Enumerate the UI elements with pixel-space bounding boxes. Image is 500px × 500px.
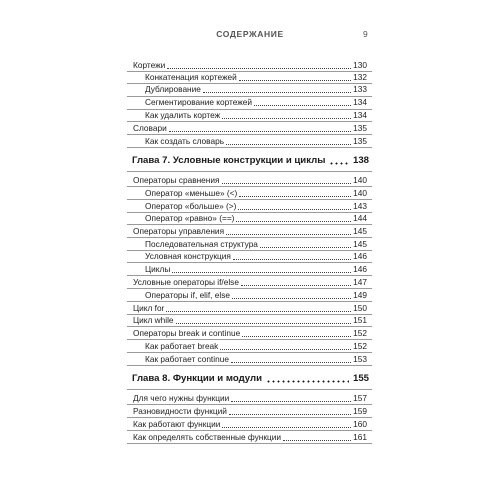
toc-entry-page: 150 <box>353 303 367 313</box>
chapter-page: 155 <box>352 373 369 384</box>
toc-entry-how-break-works[interactable] <box>145 340 367 352</box>
toc-entry-page: 144 <box>353 213 367 223</box>
dot-leader <box>226 225 351 235</box>
toc-entry-title: Как работает continue <box>145 354 229 364</box>
toc-entry-page: 160 <box>353 419 367 429</box>
toc-entry-title: Цикл for <box>133 303 165 313</box>
toc-entry-title: Операторы сравнения <box>133 175 220 185</box>
toc-entry-if-else[interactable] <box>133 276 367 288</box>
toc-entry-page: 146 <box>353 251 367 261</box>
toc-entry-title: Условные операторы if/else <box>133 277 239 287</box>
toc-entry-for-loop[interactable] <box>133 302 367 314</box>
dot-leader <box>172 263 351 273</box>
toc-entry-page: 132 <box>353 72 367 82</box>
toc-entry-page: 152 <box>353 328 367 338</box>
toc-entry-page: 152 <box>353 341 367 351</box>
toc-entry-title: Оператор «меньше» (<) <box>145 188 238 198</box>
dot-leader <box>239 71 351 81</box>
toc-entry-page: 134 <box>353 97 367 107</box>
toc-entry-if-elif-else[interactable] <box>145 289 367 301</box>
toc-chapter-8[interactable] <box>132 372 369 386</box>
toc-entry-page: 146 <box>353 264 367 274</box>
dot-leader <box>226 135 351 145</box>
chapter-title: Глава 7. Условные конструкции и циклы <box>132 155 326 166</box>
dot-leader <box>238 200 351 210</box>
toc-entry-page: 153 <box>353 354 367 364</box>
dot-leader <box>233 250 351 260</box>
toc-entry-page: 161 <box>353 432 367 442</box>
toc-entry-page: 140 <box>353 188 367 198</box>
toc-entry-greater-than[interactable] <box>145 200 367 212</box>
toc-entry-loops[interactable] <box>145 263 367 275</box>
dot-leader <box>242 327 351 337</box>
dot-leader <box>222 418 351 428</box>
toc-chapter-7[interactable] <box>132 154 369 168</box>
toc-entry-delete-tuple[interactable] <box>145 109 367 121</box>
chapter-page: 138 <box>352 155 369 166</box>
toc-entry-tuples[interactable] <box>133 59 367 71</box>
toc-entry-create-dictionary[interactable] <box>145 135 367 147</box>
toc-entry-title: Условная конструкция <box>145 251 231 261</box>
row-divider <box>127 147 372 148</box>
toc-entry-page: 145 <box>353 239 367 249</box>
toc-entry-duplication[interactable] <box>145 83 367 95</box>
dot-leader <box>231 353 351 363</box>
toc-entry-control-operators[interactable] <box>133 225 367 237</box>
toc-entry-page: 145 <box>353 226 367 236</box>
dot-leader <box>266 375 349 383</box>
toc-entry-page: 130 <box>353 60 367 70</box>
dot-leader <box>283 431 351 441</box>
toc-entry-page: 149 <box>353 290 367 300</box>
toc-entry-equals[interactable] <box>145 212 367 224</box>
toc-entry-title: Оператор «равно» (==) <box>145 213 235 223</box>
toc-entry-break-continue[interactable] <box>133 327 367 339</box>
toc-entry-title: Конкатенация кортежей <box>145 72 237 82</box>
dot-leader <box>166 302 351 312</box>
chapter-title: Глава 8. Функции и модули <box>132 373 262 384</box>
dot-leader <box>220 340 351 350</box>
dot-leader <box>229 405 351 415</box>
toc-entry-tuple-slicing[interactable] <box>145 96 367 108</box>
toc-entry-title: Дублирование <box>145 84 201 94</box>
toc-entry-page: 135 <box>353 123 367 133</box>
dot-leader <box>222 109 351 119</box>
toc-entry-page: 147 <box>353 277 367 287</box>
toc-entry-dictionaries[interactable] <box>133 122 367 134</box>
row-divider <box>127 365 372 366</box>
toc-entry-why-functions[interactable] <box>133 392 367 404</box>
row-divider <box>127 389 372 390</box>
toc-entry-function-kinds[interactable] <box>133 405 367 417</box>
toc-entry-comparison-operators[interactable] <box>133 174 367 186</box>
toc-entry-title: Как определять собственные функции <box>133 432 282 442</box>
toc-entry-title: Оператор «больше» (>) <box>145 201 237 211</box>
toc-entry-page: 133 <box>353 84 367 94</box>
toc-entry-while-loop[interactable] <box>133 314 367 326</box>
toc-entry-title: Последовательная структура <box>145 239 258 249</box>
toc-entry-tuple-concatenation[interactable] <box>145 71 367 83</box>
toc-entry-title: Операторы управления <box>133 226 225 236</box>
toc-entry-how-functions-work[interactable] <box>133 418 367 430</box>
toc-entry-title: Разновидности функций <box>133 406 227 416</box>
toc-entry-how-continue-works[interactable] <box>145 353 367 365</box>
toc-entry-conditional-construct[interactable] <box>145 250 367 262</box>
dot-leader <box>203 83 351 93</box>
toc-entry-page: 135 <box>353 136 367 146</box>
running-header-title: СОДЕРЖАНИЕ <box>216 29 284 39</box>
toc-entry-title: Как удалить кортеж <box>145 110 221 120</box>
toc-entry-page: 159 <box>353 406 367 416</box>
dot-leader <box>169 122 351 132</box>
row-divider <box>127 171 372 172</box>
dot-leader <box>254 96 351 106</box>
dot-leader <box>176 314 352 324</box>
dot-leader <box>167 59 351 69</box>
toc-entry-title: Как работает break <box>145 341 219 351</box>
toc-entry-sequential-structure[interactable] <box>145 238 367 250</box>
dot-leader <box>222 174 352 184</box>
toc-entry-title: Кортежи <box>133 60 166 70</box>
toc-entry-page: 134 <box>353 110 367 120</box>
toc-entry-page: 140 <box>353 175 367 185</box>
row-divider <box>127 443 372 444</box>
dot-leader <box>239 187 351 197</box>
page-number: 9 <box>363 29 368 39</box>
toc-entry-define-functions[interactable] <box>133 431 367 443</box>
dot-leader <box>329 157 349 165</box>
toc-entry-title: Для чего нужны функции <box>133 393 230 403</box>
toc-entry-title: Цикл while <box>133 315 174 325</box>
toc-entry-page: 157 <box>353 393 367 403</box>
toc-entry-less-than[interactable] <box>145 187 367 199</box>
dot-leader <box>232 289 351 299</box>
toc-entry-page: 151 <box>353 315 367 325</box>
toc-entry-title: Словари <box>133 123 167 133</box>
dot-leader <box>260 238 351 248</box>
toc-entry-title: Циклы <box>145 264 171 274</box>
dot-leader <box>231 392 351 402</box>
toc-entry-page: 143 <box>353 201 367 211</box>
dot-leader <box>236 212 351 222</box>
toc-entry-title: Как работают функции <box>133 419 221 429</box>
toc-entry-title: Как создать словарь <box>145 136 225 146</box>
toc-entry-title: Сегментирование кортежей <box>145 97 253 107</box>
toc-entry-title: Операторы break и continue <box>133 328 241 338</box>
toc-entry-title: Операторы if, elif, else <box>145 290 231 300</box>
dot-leader <box>241 276 351 286</box>
